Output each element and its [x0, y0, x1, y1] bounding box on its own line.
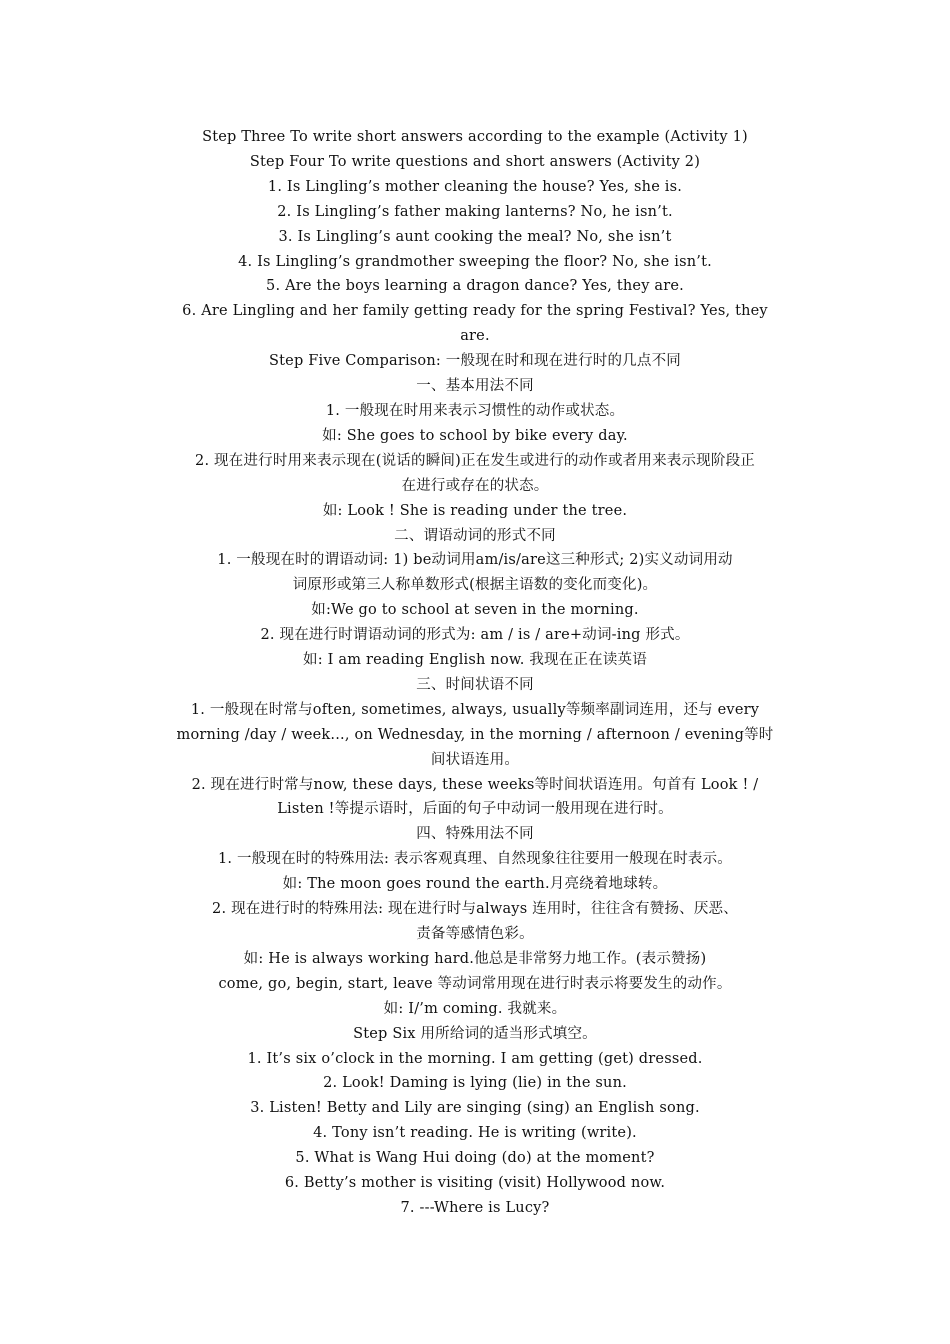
- text-line: 间状语连用。: [430, 751, 520, 768]
- text-line: come, go, begin, start, leave 等动词常用现在进行时表示将要发生的动作。: [218, 975, 732, 992]
- text-line: Listen !等提示语时，后面的句子中动词一般用现在进行时。: [277, 801, 673, 818]
- text-line-answer-3: 3. Is Lingling’s aunt cooking the meal? No, she isn’t: [278, 228, 672, 245]
- section-heading-4: 四、特殊用法不同: [416, 826, 534, 843]
- text-line-answer-6: 6. Are Lingling and her family getting ready for the spring Festival? Yes, they: [182, 303, 768, 320]
- exercise-item-6: 6. Betty’s mother is visiting (visit) Hollywood now.: [284, 1175, 666, 1192]
- text-line: 1. 一般现在时常与often, sometimes, always, usually等频率副词连用，还与 every: [190, 701, 760, 718]
- text-line: 1. 一般现在时的谓语动词: 1) be动词用am/is/are这三种形式; 2)实义动词用动: [217, 552, 733, 569]
- exercise-item-2: 2. Look! Daming is lying (lie) in the sun.: [323, 1075, 627, 1092]
- text-line: 2. 现在进行时谓语动词的形式为: am / is / are+动词-ing 形式。: [260, 627, 690, 644]
- text-line: 1. 一般现在时的特殊用法: 表示客观真理、自然现象往往要用一般现在时表示。: [217, 851, 733, 868]
- text-line-example: 如: She goes to school by bike every day.: [322, 427, 628, 444]
- exercise-item-3: 3. Listen! Betty and Lily are singing (sing) an English song.: [250, 1100, 700, 1117]
- text-line-answer-5: 5. Are the boys learning a dragon dance? Yes, they are.: [266, 278, 684, 295]
- text-line-step-three: Step Three To write short answers according to the example (Activity 1): [202, 129, 748, 145]
- section-heading-1: 一、基本用法不同: [416, 378, 534, 395]
- exercise-item-7: 7. ---Where is Lucy?: [400, 1199, 550, 1216]
- exercise-item-4: 4. Tony isn’t reading. He is writing (write).: [313, 1125, 637, 1142]
- text-line-answer-1: 1. Is Lingling’s mother cleaning the house? Yes, she is.: [267, 178, 683, 195]
- text-line-example: 如: The moon goes round the earth.月亮绕着地球转。: [282, 876, 668, 893]
- text-line: 责备等感情色彩。: [416, 926, 534, 942]
- text-line: 1. 一般现在时用来表示习惯性的动作或状态。: [325, 402, 625, 419]
- text-line-step-five: Step Five Comparison: 一般现在时和现在进行时的几点不同: [269, 353, 681, 370]
- text-line: 词原形或第三人称单数形式(根据主语数的变化而变化)。: [292, 577, 658, 594]
- text-line: 2. 现在进行时的特殊用法: 现在进行时与always 连用时，往往含有赞扬、厌恶、: [212, 901, 738, 918]
- text-line: 在进行或存在的状态。: [401, 477, 549, 494]
- text-line-step-four: Step Four To write questions and short answers (Activity 2): [249, 153, 701, 170]
- exercise-item-1: 1. It’s six o’clock in the morning. I am getting (get) dressed.: [247, 1050, 703, 1067]
- text-line-answer-2: 2. Is Lingling’s father making lanterns? No, he isn’t.: [277, 203, 673, 220]
- text-line-example: 如: He is always working hard.他总是非常努力地工作。(表示赞扬): [243, 950, 707, 967]
- text-line-answer-4: 4. Is Lingling’s grandmother sweeping the floor? No, she isn’t.: [238, 253, 712, 270]
- text-line-example: 如: I/’m coming. 我就来。: [383, 1000, 567, 1017]
- text-line: 2. 现在进行时常与now, these days, these weeks等时间状语连用。句首有 Look ! /: [191, 776, 759, 793]
- section-heading-2: 二、谓语动词的形式不同: [394, 527, 556, 544]
- text-line-step-six: Step Six 用所给词的适当形式填空。: [353, 1025, 597, 1042]
- exercise-item-5: 5. What is Wang Hui doing (do) at the moment?: [295, 1150, 655, 1167]
- text-line: 2. 现在进行时用来表示现在(说话的瞬间)正在发生或进行的动作或者用来表示现阶段正: [195, 452, 755, 469]
- text-line: morning /day / week..., on Wednesday, in the morning / afternoon / evening等时: [176, 726, 774, 743]
- text-line-example: 如: I am reading English now. 我现在正在读英语: [303, 652, 647, 669]
- text-line-example: 如: Look ! She is reading under the tree.: [322, 502, 628, 519]
- document-page: [140, 125, 810, 1221]
- text-line-answer-6-cont: are.: [460, 328, 490, 345]
- text-line-example: 如:We go to school at seven in the morning.: [311, 602, 639, 619]
- section-heading-3: 三、时间状语不同: [416, 676, 534, 693]
